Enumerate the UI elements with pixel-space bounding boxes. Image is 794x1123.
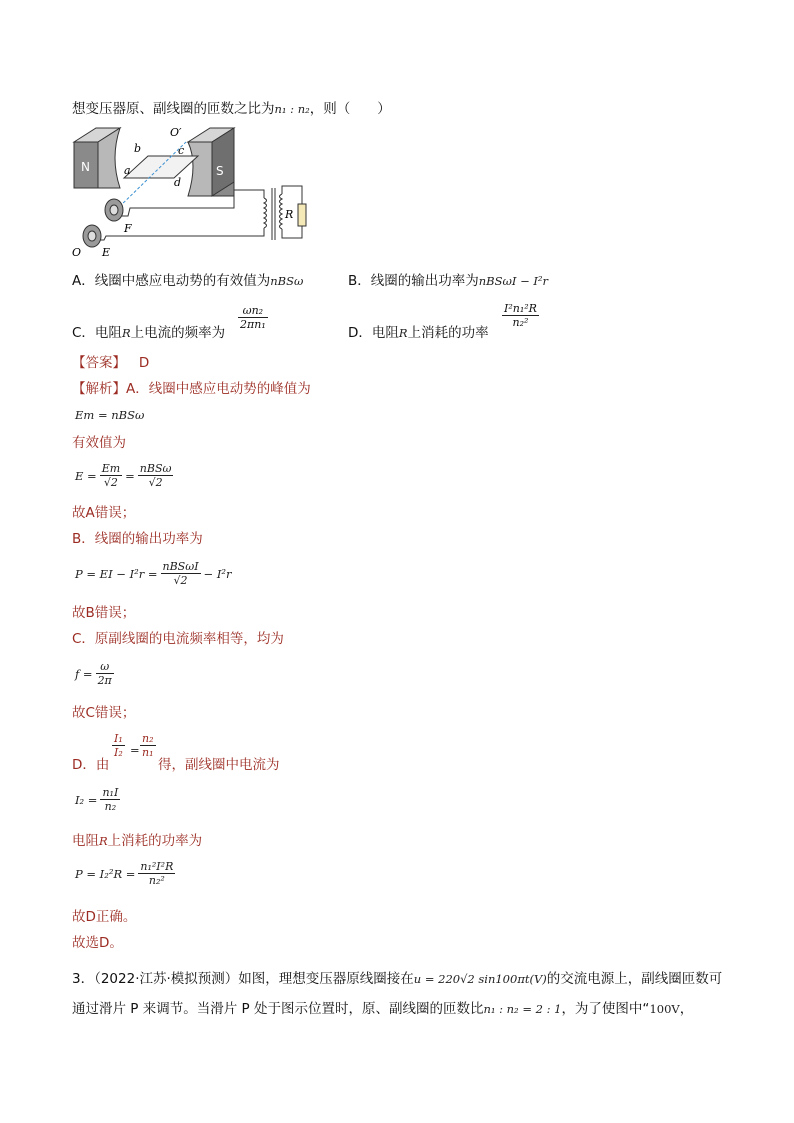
analysis-d-intro: D．由 $\frac{\text{I₁}}{\text{I₂}}$ = $\frac{\text{n₂}}{\text{n₁}}$ 得，副线圈中电流为 (72, 732, 280, 773)
magnet-s-label: S (216, 164, 224, 178)
d-right: 故D正确。 (72, 909, 137, 925)
equation-secondary-current: I₂ = $\frac{\text{n₁I}}{\text{n₂}}$ (75, 786, 119, 813)
option-c-fraction: $\frac{\text{ωn₂}}{\text{2πn₁}}$ (240, 304, 266, 331)
options-row-ab (72, 272, 722, 290)
b-wrong: 故B错误； (72, 605, 136, 621)
analysis-c-intro: C．原副线圈的电流频率相等，均为 (72, 631, 284, 647)
effective-label: 有效值为 (72, 435, 126, 451)
label-o: O (72, 246, 82, 259)
label-d: d (174, 176, 182, 189)
generator-transformer-figure (70, 124, 310, 260)
option-d-fraction: $\frac{\text{I²n₁²R}}{\text{n₂²}}$ (504, 302, 537, 329)
answer-line: 【答案】 D (72, 355, 150, 371)
option-a-math: nBSω (270, 274, 304, 288)
a-wrong: 故A错误； (72, 505, 136, 521)
label-f: F (124, 222, 132, 235)
label-b: b (134, 142, 142, 155)
magnet-n-label: N (81, 160, 90, 174)
next-question-line-2: 通过滑片 P 来调节。当滑片 P 处于图示位置时，原、副线圈的匝数比n₁ : n₂ = 2 : 1，为了使图中“100V， (72, 1001, 694, 1017)
label-a: a (124, 164, 131, 177)
equation-frequency: f = $\frac{\omega}{2\pi}$ (75, 660, 112, 687)
c-wrong: 故C错误； (72, 705, 136, 721)
equation-output-power: P = EI − I²r = $\frac{\text{nBSωI}}{√2}$ − I²r (75, 560, 232, 587)
option-b-math: nBSωI − I²r (478, 274, 549, 288)
intro-ratio: n₁ : n₂ (274, 102, 310, 116)
label-r: R (285, 208, 294, 221)
equation-effective-emf: E = $\frac{Em}{√2}$ = $\frac{\text{nBSω}}{√2}$ (75, 462, 172, 489)
option-b: B．线圈的输出功率为nBSωI − I²r (348, 273, 549, 289)
option-c: C．电阻R上电流的频率为 (72, 325, 226, 341)
secondary-coil (280, 194, 283, 229)
power-label: 电阻R上消耗的功率为 (72, 833, 203, 849)
analysis-b-intro: B．线圈的输出功率为 (72, 531, 203, 547)
option-d: D．电阻R上消耗的功率 (348, 325, 489, 341)
option-a: A．线圈中感应电动势的有效值为nBSω (72, 273, 304, 289)
analysis-a-intro: 【解析】A．线圈中感应电动势的峰值为 (72, 381, 311, 397)
coil (124, 156, 198, 178)
label-c: c (178, 144, 185, 157)
answer-value: D (138, 355, 150, 371)
intro-tail: ，则（ ） (309, 101, 391, 117)
label-e: E (102, 246, 111, 259)
primary-coil (264, 198, 267, 228)
next-question-line-1: 3．（2022·江苏·模拟预测）如图，理想变压器原线圈接在u = 220√2 sin100πt(V)的交流电源上，副线圈匝数可 (72, 971, 723, 987)
choose-d: 故选D。 (72, 935, 123, 951)
equation-resistor-power: P = I₂²R = $\frac{\text{n₁²I²R}}{\text{n₂²}}$ (75, 860, 174, 887)
resistor (298, 204, 306, 226)
options-row-cd (72, 302, 722, 342)
question-intro (72, 100, 391, 118)
intro-text: 想变压器原、副线圈的匝数之比为 (72, 101, 275, 117)
label-o-prime: O′ (170, 126, 182, 139)
equation-peak-emf: Em = nBSω (75, 408, 145, 422)
